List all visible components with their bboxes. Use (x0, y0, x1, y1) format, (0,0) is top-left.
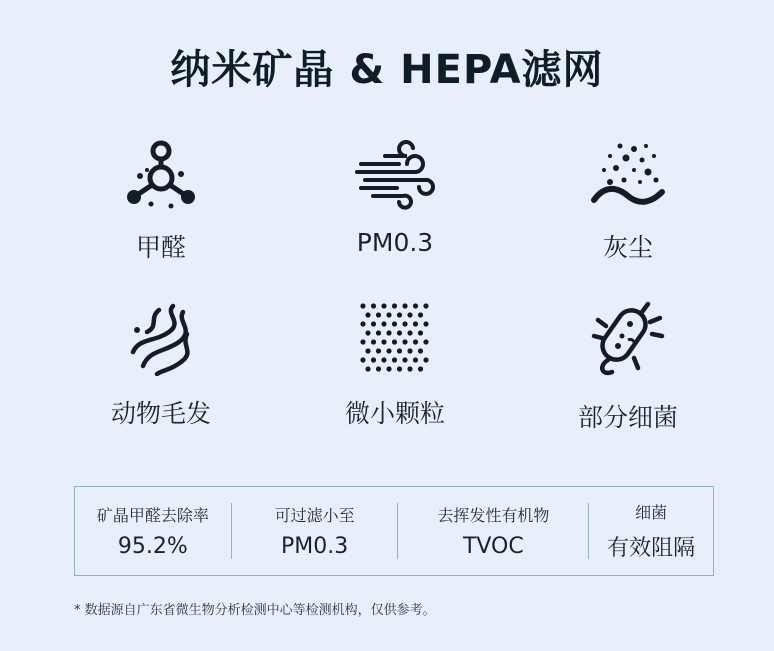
feature-dust (518, 140, 738, 264)
wind-icon (355, 140, 435, 210)
bacteria-icon (588, 300, 668, 380)
feature-label: 灰尘 (602, 233, 653, 262)
stat-bacteria (589, 500, 713, 562)
hair-icon (123, 300, 199, 376)
stat-caption: 可过滤小至 (274, 506, 355, 525)
stat-caption: 细菌 (635, 503, 668, 522)
feature-fine-particles (285, 300, 505, 430)
stat-value: 95.2% (117, 534, 188, 559)
feature-pet-hair (51, 300, 271, 430)
spec-summary-box (74, 486, 714, 576)
feature-label: 动物毛发 (110, 399, 211, 428)
feature-label: 部分细菌 (577, 403, 678, 432)
stat-value: 有效阻隔 (607, 536, 696, 561)
feature-bacteria (518, 300, 738, 434)
stat-value: TVOC (462, 534, 524, 559)
stat-formaldehyde-removal (75, 503, 231, 559)
stat-caption: 矿晶甲醛去除率 (96, 506, 209, 525)
footnote: * 数据源自广东省微生物分析检测中心等检测机构，仅供参考。 (74, 603, 436, 618)
molecule-icon (123, 140, 199, 210)
dust-icon (590, 140, 666, 210)
stat-voc (398, 503, 588, 559)
feature-label: 甲醛 (135, 233, 186, 262)
page-title: 纳米矿晶 & HEPA滤网 (170, 47, 604, 93)
feature-label: 微小颗粒 (344, 399, 445, 428)
feature-formaldehyde (51, 140, 271, 264)
particles-icon (357, 300, 433, 376)
feature-pm03 (285, 140, 505, 257)
feature-label: PM0.3 (356, 228, 434, 257)
stat-filter-size (232, 503, 398, 559)
stat-value: PM0.3 (280, 534, 349, 559)
stat-caption: 去挥发性有机物 (437, 506, 550, 525)
